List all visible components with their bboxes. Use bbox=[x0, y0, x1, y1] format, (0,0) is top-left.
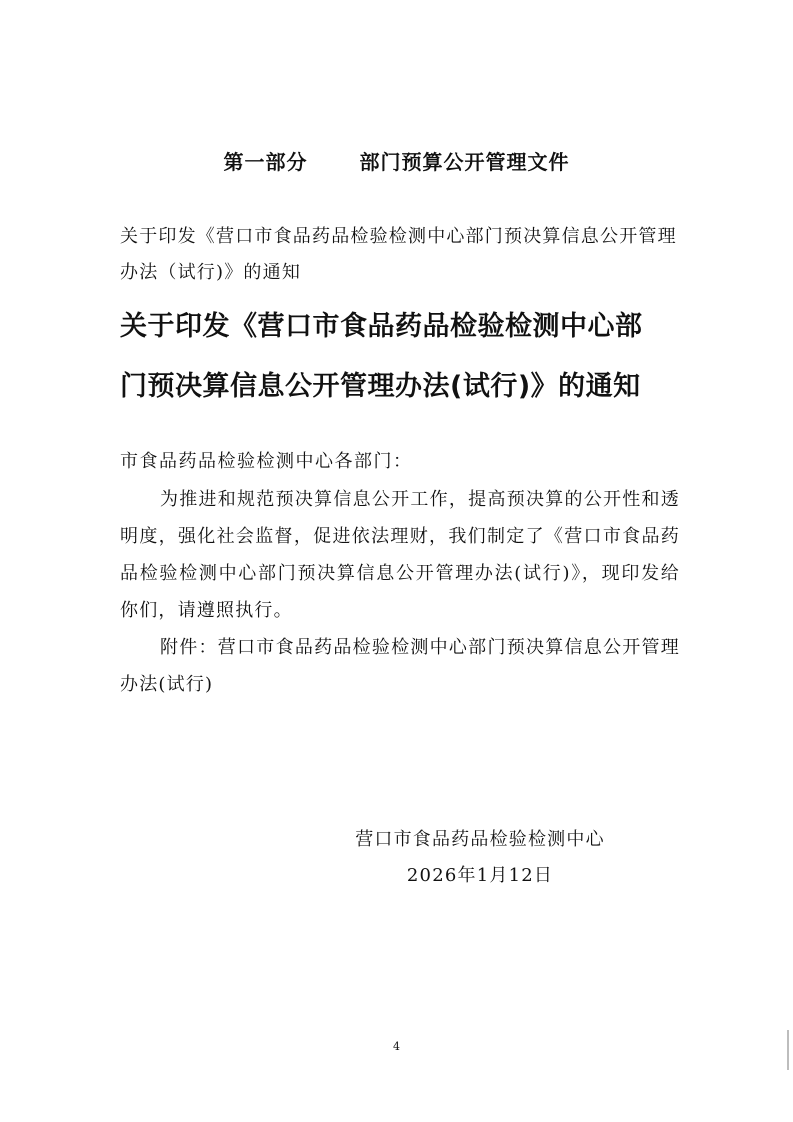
part-title: 部门预算公开管理文件 bbox=[359, 150, 570, 174]
document-title-small: 关于印发《营口市食品药品检验检测中心部门预决算信息公开管理办法（试行)》的通知 bbox=[120, 226, 677, 283]
signature-block bbox=[330, 822, 630, 894]
attachment-note: 附件：营口市食品药品检验检测中心部门预决算信息公开管理办法(试行) bbox=[120, 637, 680, 695]
part-label: 第一部分 bbox=[223, 150, 308, 174]
page-number: 4 bbox=[393, 1040, 400, 1053]
section-heading bbox=[0, 146, 793, 175]
document-title-large-line1: 关于印发《营口市食品药品检验检测中心部 bbox=[120, 311, 643, 342]
document-title-large-line2: 门预决算信息公开管理办法(试行)》的通知 bbox=[120, 371, 641, 402]
scan-edge-mark bbox=[787, 1030, 789, 1070]
signature-organization: 营口市食品药品检验检测中心 bbox=[355, 829, 605, 850]
salutation: 市食品药品检验检测中心各部门： bbox=[120, 451, 413, 472]
body-text bbox=[120, 481, 680, 703]
body-paragraph: 为推进和规范预决算信息公开工作，提高预决算的公开性和透明度，强化社会监督，促进依法理财，我们制定了《营口市食品药品检验检测中心部门预决算信息公开管理办法(试行)》，现印发给你们，请遵照执行。 bbox=[120, 489, 680, 621]
signature-date: 2026年1月12日 bbox=[406, 865, 554, 886]
